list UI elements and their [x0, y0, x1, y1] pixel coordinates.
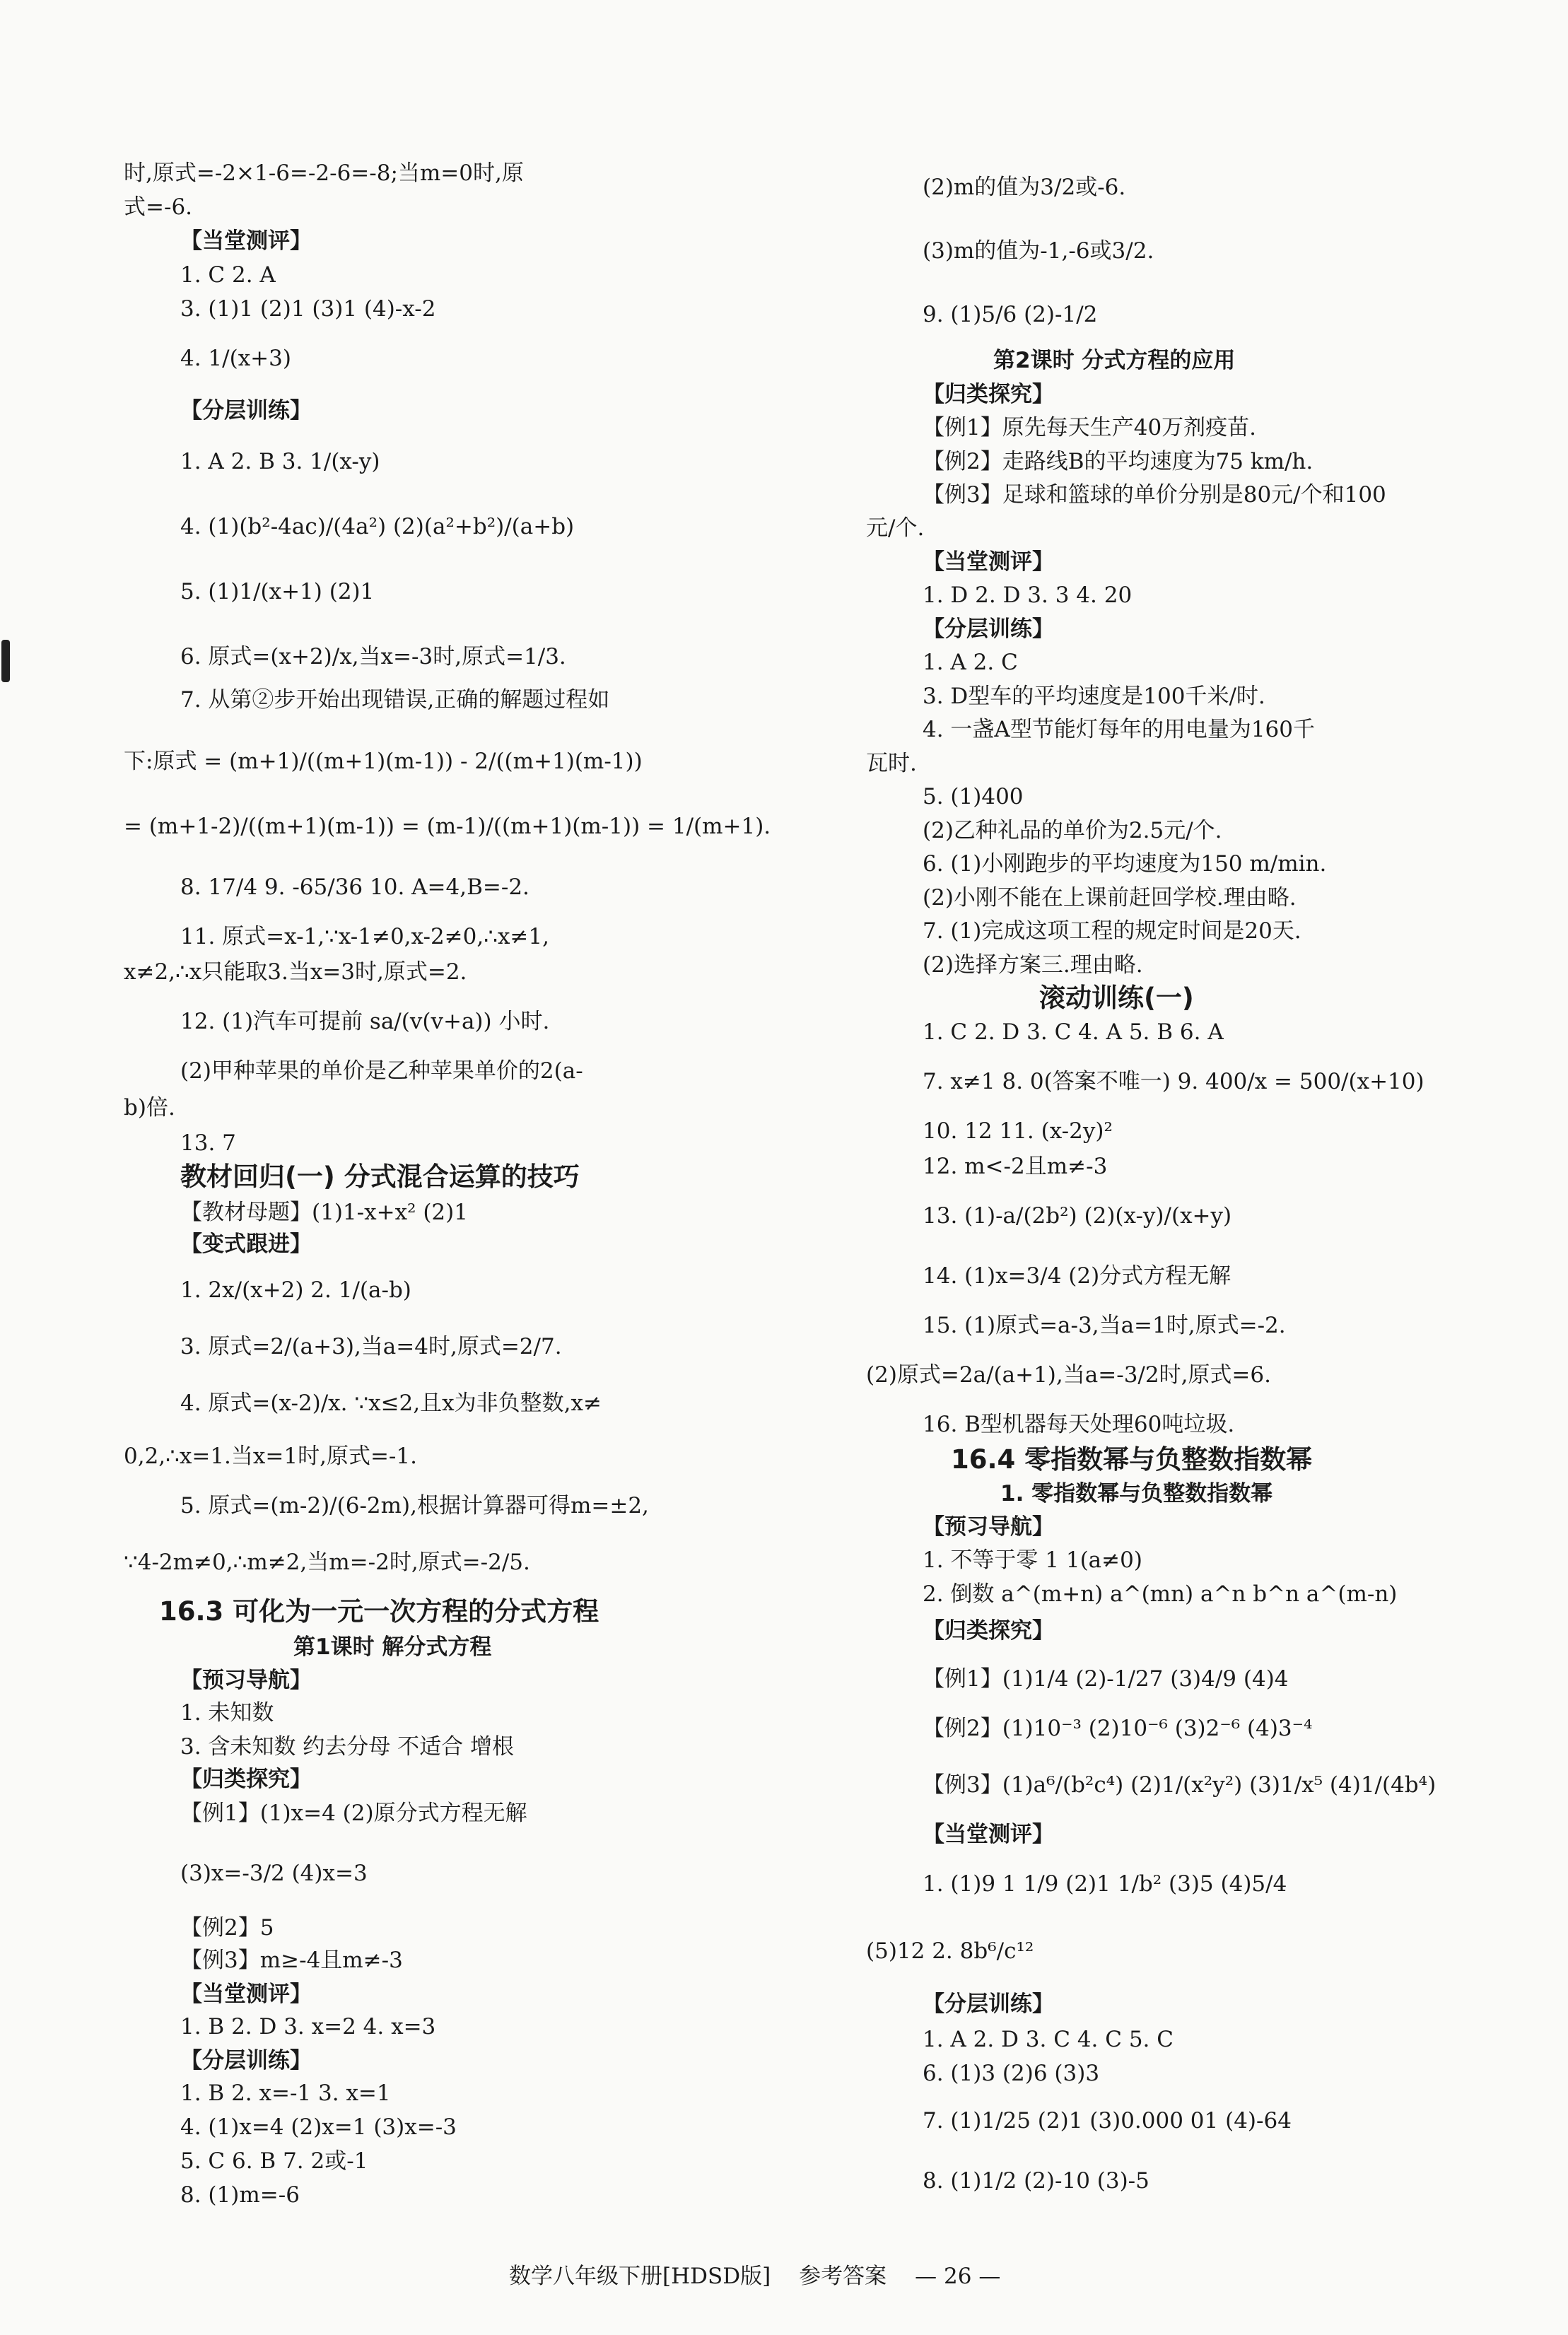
- text-line: 【例2】5: [180, 1915, 274, 1941]
- text-line: 5. (1)1/(x+1) (2)1: [180, 579, 375, 604]
- text-line: 7. 从第②步开始出现错误,正确的解题过程如: [180, 687, 610, 713]
- text-line: 1. 2x/(x+2) 2. 1/(a-b): [180, 1277, 411, 1303]
- text-line: (3)x=-3/2 (4)x=3: [180, 1861, 368, 1886]
- text-line: 8. (1)1/2 (2)-10 (3)-5: [923, 2168, 1149, 2194]
- text-line: 10. 12 11. (x-2y)²: [923, 1118, 1113, 1144]
- text-line: 4. 原式=(x-2)/x. ∵x≤2,且x为非负整数,x≠: [180, 1391, 602, 1416]
- text-line: 式=-6.: [124, 194, 193, 220]
- section-title: 教材回归(一) 分式混合运算的技巧: [180, 1161, 580, 1192]
- lesson-title: 第1课时 解分式方程: [293, 1634, 492, 1660]
- section-title: 16.4 零指数幂与负整数指数幂: [951, 1444, 1313, 1475]
- text-line: (5)12 2. 8b⁶/c¹²: [866, 1938, 1034, 1964]
- page-number: — 26 —: [915, 2264, 1001, 2289]
- text-line: 11. 原式=x-1,∵x-1≠0,x-2≠0,∴x≠1,: [180, 924, 549, 949]
- text-line: 4. 一盏A型节能灯每年的用电量为160千: [923, 717, 1315, 742]
- text-line: 1. A 2. B 3. 1/(x-y): [180, 449, 380, 474]
- text-line: 4. (1)x=4 (2)x=1 (3)x=-3: [180, 2114, 457, 2140]
- text-line: (2)选择方案三.理由略.: [923, 952, 1143, 978]
- lesson-title: 第2课时 分式方程的应用: [993, 348, 1236, 373]
- text-line: 【教材母题】(1)1-x+x² (2)1: [180, 1200, 468, 1225]
- text-line: 3. D型车的平均速度是100千米/时.: [923, 684, 1265, 709]
- text-line: 6. (1)3 (2)6 (3)3: [923, 2061, 1100, 2086]
- text-line: 7. x≠1 8. 0(答案不唯一) 9. 400/x = 500/(x+10): [923, 1069, 1424, 1094]
- text-line: 5. C 6. B 7. 2或-1: [180, 2148, 368, 2174]
- text-line: 7. (1)1/25 (2)1 (3)0.000 01 (4)-64: [923, 2108, 1292, 2134]
- text-line: (3)m的值为-1,-6或3/2.: [923, 238, 1154, 264]
- text-line: 【例2】(1)10⁻³ (2)10⁻⁶ (3)2⁻⁶ (4)3⁻⁴: [923, 1716, 1313, 1741]
- text-line: 1. B 2. D 3. x=2 4. x=3: [180, 2014, 436, 2040]
- text-line: 【例1】原先每天生产40万剂疫苗.: [923, 415, 1257, 440]
- text-line: ∵4-2m≠0,∴m≠2,当m=-2时,原式=-2/5.: [124, 1550, 530, 1575]
- text-line: 3. 含未知数 约去分母 不适合 增根: [180, 1734, 514, 1760]
- text-line: 2. 倒数 a^(m+n) a^(mn) a^n b^n a^(m-n): [923, 1581, 1398, 1607]
- text-line: x≠2,∴x只能取3.当x=3时,原式=2.: [124, 959, 467, 985]
- text-line: 6. (1)小刚跑步的平均速度为150 m/min.: [923, 851, 1327, 877]
- text-line: 9. (1)5/6 (2)-1/2: [923, 302, 1098, 327]
- section-header: 【当堂测评】: [923, 1822, 1054, 1847]
- section-header: 【分层训练】: [180, 398, 312, 423]
- section-header: 【分层训练】: [923, 616, 1054, 642]
- text-line: 13. 7: [180, 1130, 236, 1156]
- text-line: 4. (1)(b²-4ac)/(4a²) (2)(a²+b²)/(a+b): [180, 514, 575, 539]
- text-line: 1. B 2. x=-1 3. x=1: [180, 2081, 391, 2106]
- text-line: 7. (1)完成这项工程的规定时间是20天.: [923, 918, 1301, 944]
- text-line: 5. 原式=(m-2)/(6-2m),根据计算器可得m=±2,: [180, 1493, 649, 1518]
- text-line: 13. (1)-a/(2b²) (2)(x-y)/(x+y): [923, 1203, 1232, 1229]
- text-line: 16. B型机器每天处理60吨垃圾.: [923, 1412, 1235, 1437]
- text-line: 4. 1/(x+3): [180, 346, 291, 371]
- section-title: 16.3 可化为一元一次方程的分式方程: [159, 1596, 599, 1627]
- text-line: 6. 原式=(x+2)/x,当x=-3时,原式=1/3.: [180, 644, 566, 669]
- text-line: 8. 17/4 9. -65/36 10. A=4,B=-2.: [180, 874, 530, 900]
- section-header: 【预习导航】: [180, 1668, 312, 1693]
- text-line: 【例2】走路线B的平均速度为75 km/h.: [923, 449, 1314, 474]
- scan-edge-mark: [1, 640, 10, 682]
- text-line: 0,2,∴x=1.当x=1时,原式=-1.: [124, 1444, 417, 1469]
- text-line: 14. (1)x=3/4 (2)分式方程无解: [923, 1263, 1231, 1289]
- text-line: 5. (1)400: [923, 784, 1024, 809]
- text-line: 1. A 2. D 3. C 4. C 5. C: [923, 2027, 1174, 2052]
- text-line: 【例1】(1)x=4 (2)原分式方程无解: [180, 1801, 527, 1826]
- section-header: 【归类探究】: [923, 382, 1054, 407]
- text-line: 1. A 2. C: [923, 650, 1018, 675]
- text-line: 【例3】足球和篮球的单价分别是80元/个和100: [923, 482, 1386, 508]
- text-line: 8. (1)m=-6: [180, 2182, 300, 2208]
- text-line: (2)m的值为3/2或-6.: [923, 175, 1126, 200]
- section-header: 【当堂测评】: [180, 228, 312, 254]
- text-line: 【例3】(1)a⁶/(b²c⁴) (2)1/(x²y²) (3)1/x⁵ (4)1/(4b⁴): [923, 1772, 1437, 1798]
- text-line: 1. C 2. D 3. C 4. A 5. B 6. A: [923, 1019, 1224, 1045]
- section-header: 【分层训练】: [180, 2048, 312, 2073]
- text-line: 【例3】m≥-4且m≠-3: [180, 1948, 403, 1973]
- text-line: (2)原式=2a/(a+1),当a=-3/2时,原式=6.: [866, 1362, 1271, 1388]
- text-line: 【例1】(1)1/4 (2)-1/27 (3)4/9 (4)4: [923, 1666, 1289, 1692]
- text-line: 15. (1)原式=a-3,当a=1时,原式=-2.: [923, 1313, 1286, 1338]
- lesson-title: 1. 零指数幂与负整数指数幂: [1000, 1481, 1273, 1506]
- text-line: 元/个.: [866, 515, 925, 541]
- footer-section: 参考答案: [799, 2264, 887, 2289]
- text-line: (2)甲种苹果的单价是乙种苹果单价的2(a-: [180, 1058, 583, 1084]
- text-line: b)倍.: [124, 1095, 175, 1120]
- footer-book: 数学八年级下册[HDSD版]: [509, 2264, 771, 2289]
- text-line: (2)乙种礼品的单价为2.5元/个.: [923, 818, 1222, 843]
- text-line: 12. (1)汽车可提前 sa/(v(v+a)) 小时.: [180, 1009, 550, 1034]
- text-line: = (m+1-2)/((m+1)(m-1)) = (m-1)/((m+1)(m-1)) = 1/(m+1).: [124, 814, 771, 839]
- text-line: 3. (1)1 (2)1 (3)1 (4)-x-2: [180, 296, 436, 322]
- section-header: 【归类探究】: [180, 1767, 312, 1792]
- text-line: 1. 不等于零 1 1(a≠0): [923, 1547, 1142, 1573]
- section-header: 【分层训练】: [923, 1991, 1054, 2017]
- text-line: 1. C 2. A: [180, 262, 276, 288]
- text-line: 1. D 2. D 3. 3 4. 20: [923, 583, 1133, 608]
- section-title: 滚动训练(一): [1039, 983, 1194, 1013]
- text-line: 瓦时.: [866, 751, 917, 776]
- text-line: 时,原式=-2×1-6=-2-6=-8;当m=0时,原: [124, 160, 524, 186]
- text-line: 1. (1)9 1 1/9 (2)1 1/b² (3)5 (4)5/4: [923, 1871, 1287, 1897]
- text-line: 3. 原式=2/(a+3),当a=4时,原式=2/7.: [180, 1334, 562, 1359]
- page-footer: [509, 2258, 1000, 2290]
- section-header: 【变式跟进】: [180, 1231, 312, 1257]
- section-header: 【归类探究】: [923, 1618, 1054, 1644]
- text-line: 1. 未知数: [180, 1700, 274, 1726]
- section-header: 【当堂测评】: [923, 549, 1054, 575]
- text-line: 12. m<-2且m≠-3: [923, 1154, 1108, 1179]
- section-header: 【预习导航】: [923, 1514, 1054, 1540]
- text-line: (2)小刚不能在上课前赶回学校.理由略.: [923, 885, 1297, 911]
- section-header: 【当堂测评】: [180, 1982, 312, 2007]
- text-line: 下:原式 = (m+1)/((m+1)(m-1)) - 2/((m+1)(m-1)): [124, 749, 643, 774]
